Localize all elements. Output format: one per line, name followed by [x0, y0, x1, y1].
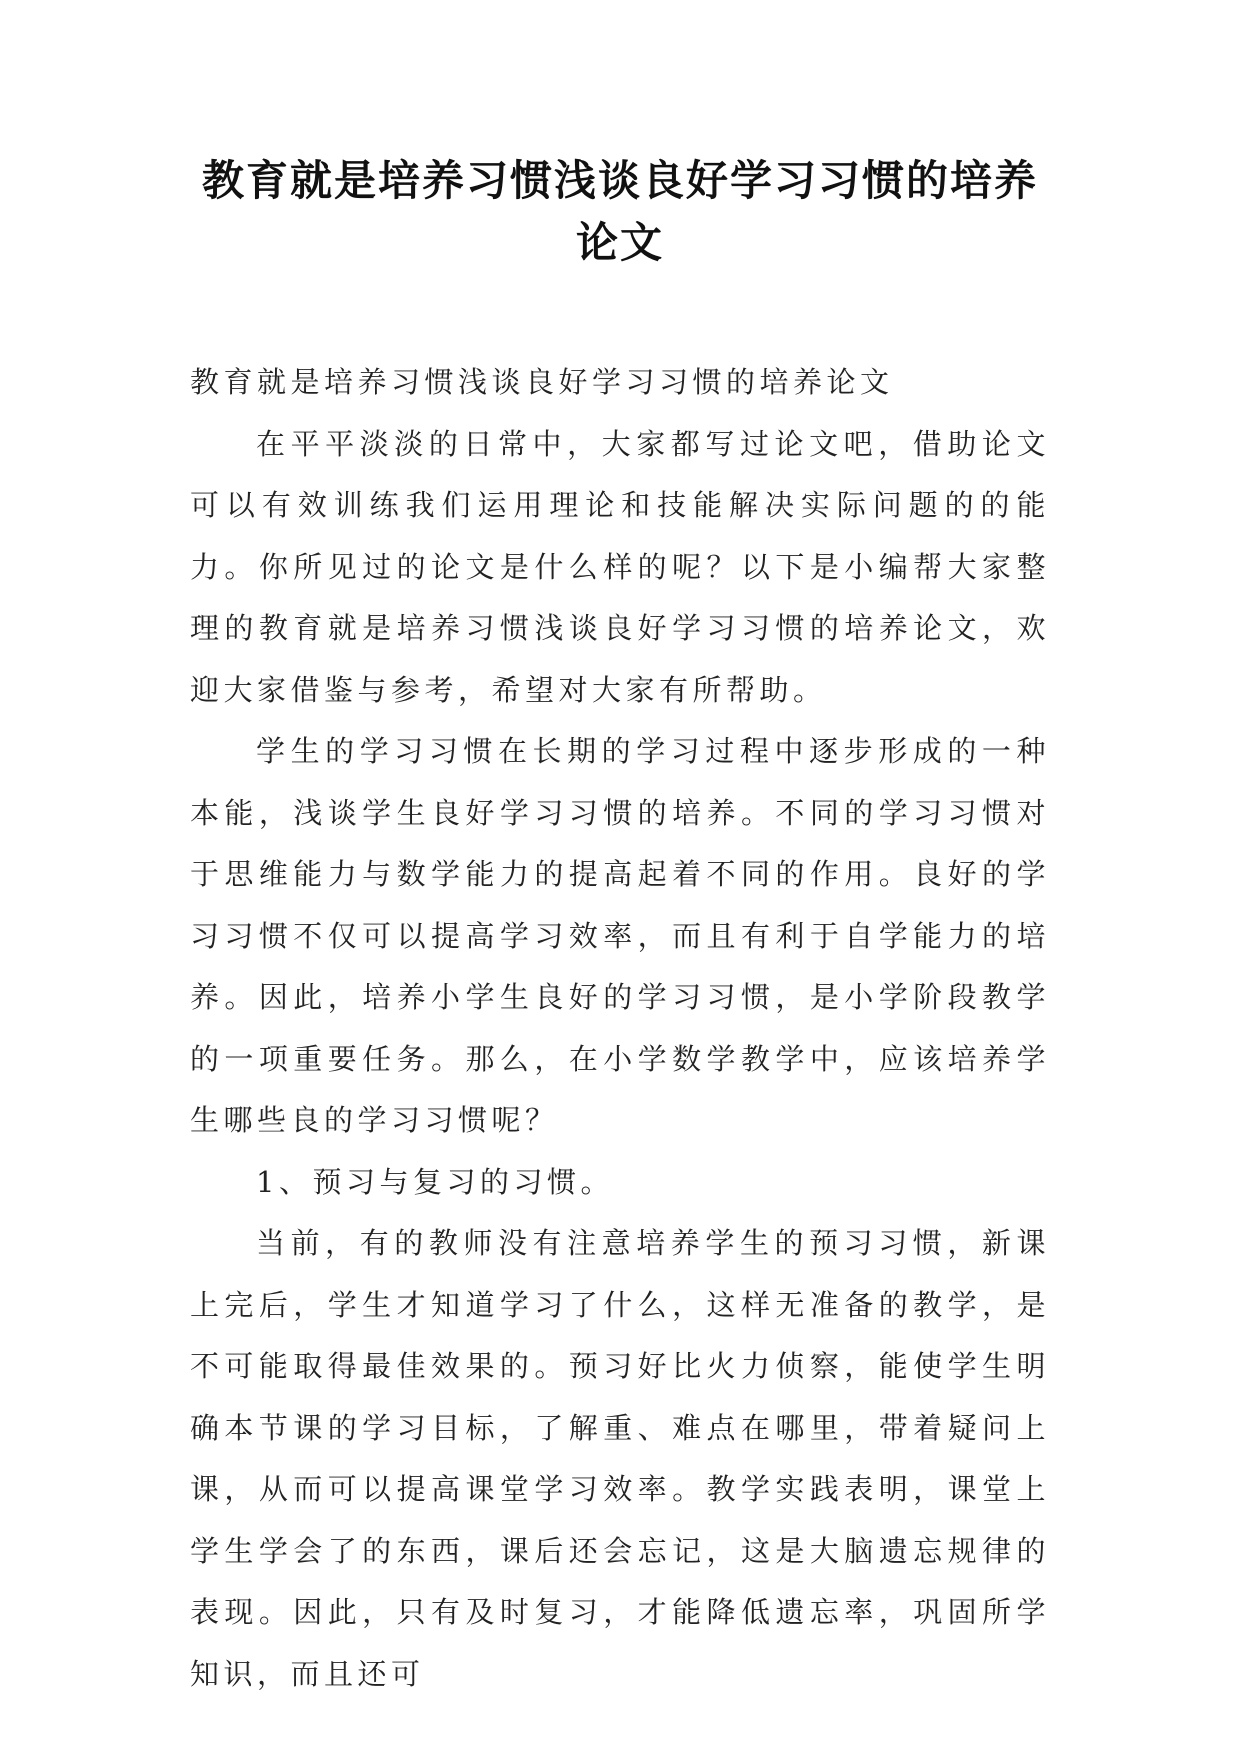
- section-heading-1: 1、预习与复习的习惯。: [256, 1164, 614, 1199]
- paragraph-intro: 在平平淡淡的日常中，大家都写过论文吧，借助论文可以有效训练我们运用理论和技能解决实际问题的的能力。你所见过的论文是什么样的呢？以下是小编帮大家整理的教育就是培养习惯浅谈良好学习习惯的培养论文，欢迎大家借鉴与参考，希望对大家有所帮助。: [190, 426, 1050, 707]
- subtitle-line: 教育就是培养习惯浅谈良好学习习惯的培养论文: [190, 365, 894, 399]
- document-title: 教育就是培养习惯浅谈良好学习习惯的培养论文: [201, 156, 1038, 267]
- document-body: [190, 352, 1050, 1705]
- paragraph-habits: 学生的学习习惯在长期的学习过程中逐步形成的一种本能，浅谈学生良好学习习惯的培养。不同的学习习惯对于思维能力与数学能力的提高起着不同的作用。良好的学习习惯不仅可以提高学习效率，而且有利于自学能力的培养。因此，培养小学生良好的学习习惯，是小学阶段教学的一项重要任务。那么，在小学数学教学中，应该培养学生哪些良的学习习惯呢？: [190, 734, 1050, 1137]
- paragraph-preview-review: 当前，有的教师没有注意培养学生的预习习惯，新课上完后，学生才知道学习了什么，这样无准备的教学，是不可能取得最佳效果的。预习好比火力侦察，能使学生明确本节课的学习目标，了解重、难点在哪里，带着疑问上课，从而可以提高课堂学习效率。教学实践表明，课堂上学生学会了的东西，课后还会忘记，这是大脑遗忘规律的表现。因此，只有及时复习，才能降低遗忘率，巩固所学知识，而且还可: [190, 1226, 1050, 1691]
